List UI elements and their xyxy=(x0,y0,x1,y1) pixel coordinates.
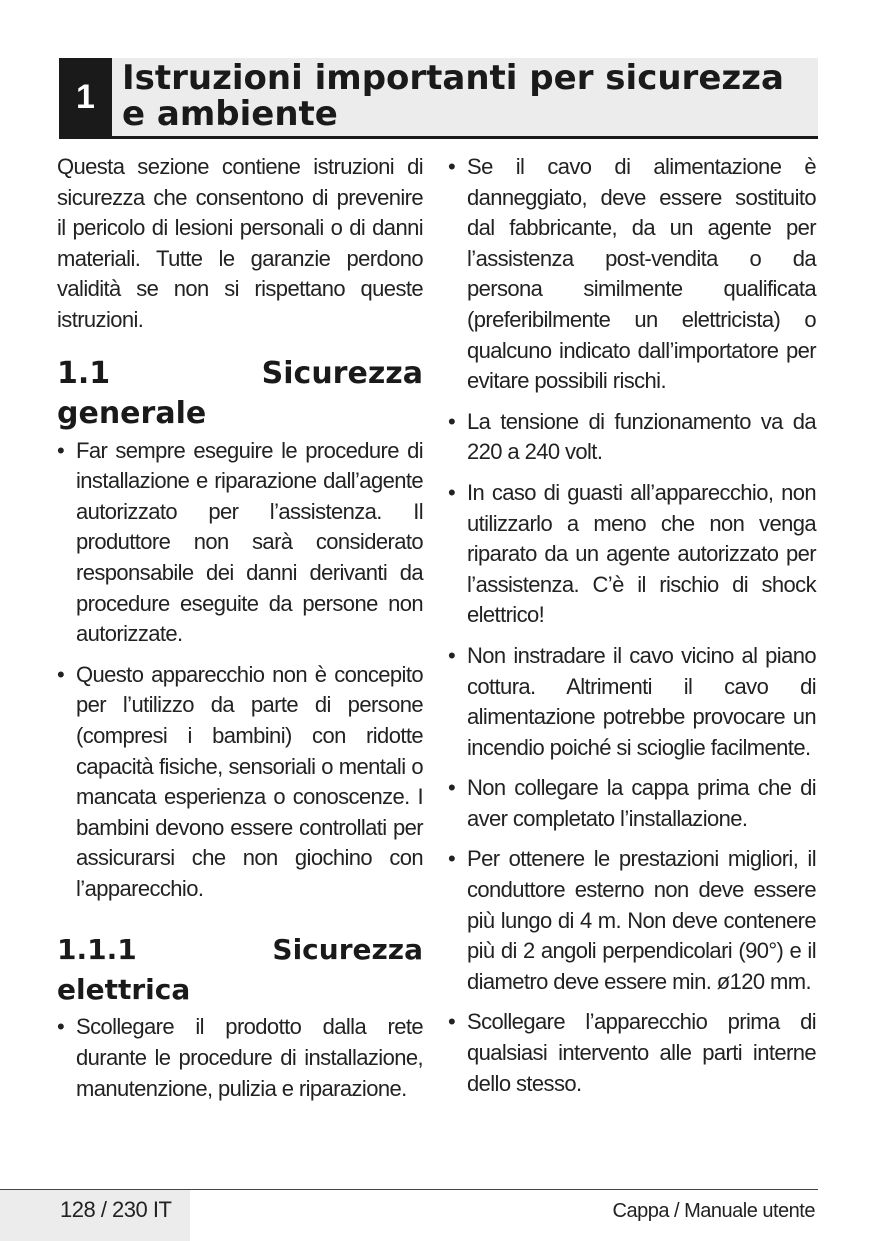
list-item xyxy=(448,152,816,397)
document-title: Cappa / Manuale utente xyxy=(612,1200,815,1222)
left-column xyxy=(57,152,423,1114)
list-item-text: Far sempre eseguire le procedure di installazione e riparazione dall’agente autorizzato per l’assistenza. Il produttore non sarà considerato responsabile dei danni derivanti da procedure eseguite da persone non autorizzate. xyxy=(76,437,423,647)
list-item xyxy=(448,407,816,468)
chapter-header xyxy=(59,58,818,139)
bullet-icon: • xyxy=(448,408,456,434)
page-number: 128 / 230 IT xyxy=(60,1197,172,1222)
list-item-text: La tensione di funzionamento va da 220 a 240 volt. xyxy=(467,408,816,465)
chapter-number: 1 xyxy=(59,58,112,136)
list-item-text: In caso di guasti all’apparecchio, non utilizzarlo a meno che non venga riparato da un agente autorizzato per l’assistenza. C’è il rischio di shock elettrico! xyxy=(467,479,816,628)
list-item xyxy=(448,844,816,997)
right-column xyxy=(448,152,816,1109)
list-item xyxy=(57,660,423,905)
electrical-safety-list-right xyxy=(448,152,816,1099)
list-item-text: Non instradare il cavo vicino al piano cottura. Altrimenti il cavo di alimentazione potrebbe provocare un incendio poiché si scioglie facilmente. xyxy=(467,642,816,760)
list-item-text: Se il cavo di alimentazione è danneggiato, deve essere sostituito dal fabbricante, da un agente per l’assistenza post-vendita o da persona similmente qualificata (preferibilmente un elettricista) o qualcuno indicato dall’importatore per evitare possibili rischi. xyxy=(467,154,816,394)
list-item xyxy=(448,641,816,763)
bullet-icon: • xyxy=(448,479,456,505)
list-item-text: Scollegare l’apparecchio prima di qualsiasi intervento alle parti interne dello stesso. xyxy=(467,1009,816,1096)
bullet-icon: • xyxy=(448,1009,456,1035)
intro-paragraph: Questa sezione contiene istruzioni di sicurezza che consentono di prevenire il pericolo di lesioni personali o di danni materiali. Tutte le garanzie perdono validità se non si rispettano queste istruzioni. xyxy=(57,154,423,332)
list-item xyxy=(448,773,816,834)
electrical-safety-list-left xyxy=(57,1012,423,1104)
bullet-icon: • xyxy=(448,775,456,801)
bullet-icon: • xyxy=(448,154,456,179)
list-item xyxy=(57,1012,423,1104)
list-item-text: Non collegare la cappa prima che di aver completato l’installazione. xyxy=(467,775,816,831)
bullet-icon: • xyxy=(448,642,456,668)
list-item-text: Scollegare il prodotto dalla rete durante le procedure di installazione, manutenzione, pulizia e riparazione. xyxy=(76,1014,423,1101)
section-electrical-heading: 1.1.1 Sicurezza elettrica xyxy=(57,933,423,1007)
general-safety-list xyxy=(57,436,423,905)
list-item-text: Questo apparecchio non è concepito per l’utilizzo da parte di persone (compresi i bambini) con ridotte capacità fisiche, sensoriali o mentali o mancata esperienza o conoscenze. I bambini devono essere controllati per assicurarsi che non giochino con l’apparecchio. xyxy=(76,661,423,901)
bullet-icon: • xyxy=(57,437,65,463)
bullet-icon: • xyxy=(57,661,65,687)
list-item xyxy=(448,1007,816,1099)
section-general-heading: 1.1 Sicurezza generale xyxy=(57,355,423,431)
bullet-icon: • xyxy=(57,1014,65,1040)
bullet-icon: • xyxy=(448,846,456,872)
list-item xyxy=(57,436,423,650)
list-item-text: Per ottenere le prestazioni migliori, il conduttore esterno non deve essere più lungo di 4 m. Non deve contenere più di 2 angoli perpendicolari (90°) e il diametro deve essere min. ø120 mm. xyxy=(467,846,816,994)
list-item xyxy=(448,478,816,631)
chapter-title: Istruzioni importanti per sicurezza e ambiente xyxy=(122,58,784,134)
